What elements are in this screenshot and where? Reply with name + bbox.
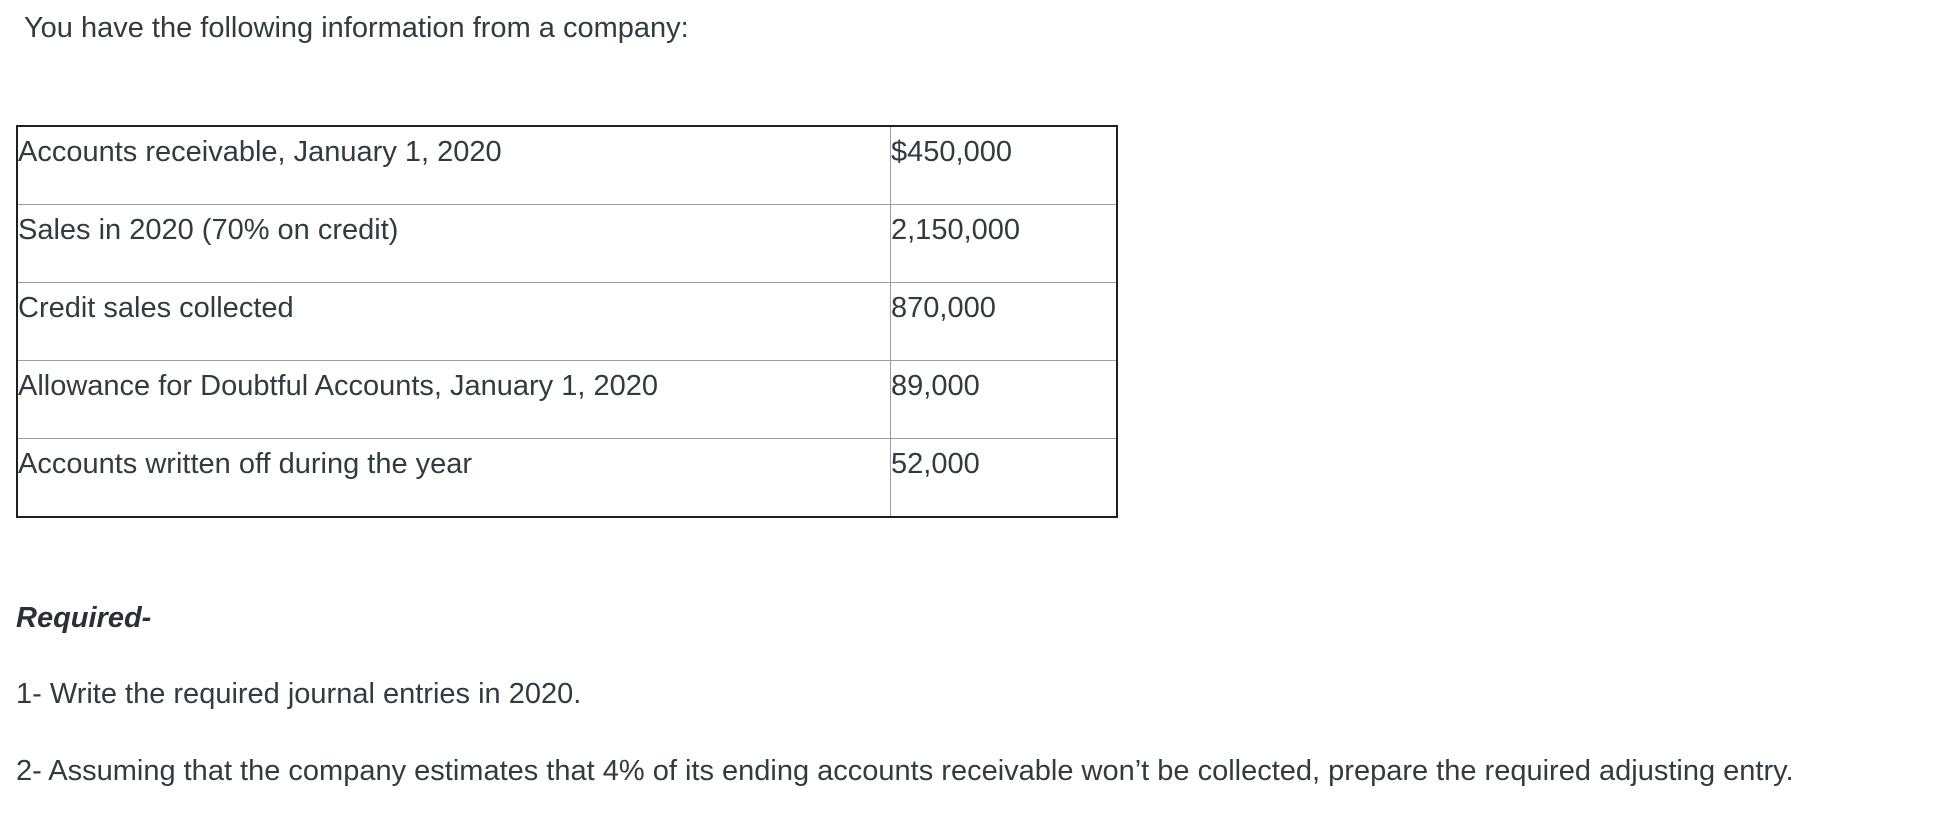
table-row [17,361,1117,439]
row-label: Accounts receivable, January 1, 2020 [17,126,891,205]
information-table [16,125,1118,518]
required-heading: Required- [16,602,152,634]
row-value: $450,000 [891,126,1118,205]
row-label: Allowance for Doubtful Accounts, January 1, 2020 [17,361,891,439]
intro-text: You have the following information from a company: [24,12,689,44]
table-row [17,205,1117,283]
table-row [17,283,1117,361]
table-row [17,126,1117,205]
row-value: 2,150,000 [891,205,1118,283]
requirement-item-2: 2- Assuming that the company estimates that 4% of its ending accounts receivable won’t be collected, prepare the required adjusting entry. [16,755,1794,787]
requirement-item-1: 1- Write the required journal entries in 2020. [16,678,582,710]
row-value: 52,000 [891,439,1118,518]
table-row [17,439,1117,518]
row-value: 870,000 [891,283,1118,361]
row-label: Sales in 2020 (70% on credit) [17,205,891,283]
row-label: Credit sales collected [17,283,891,361]
row-label: Accounts written off during the year [17,439,891,518]
row-value: 89,000 [891,361,1118,439]
